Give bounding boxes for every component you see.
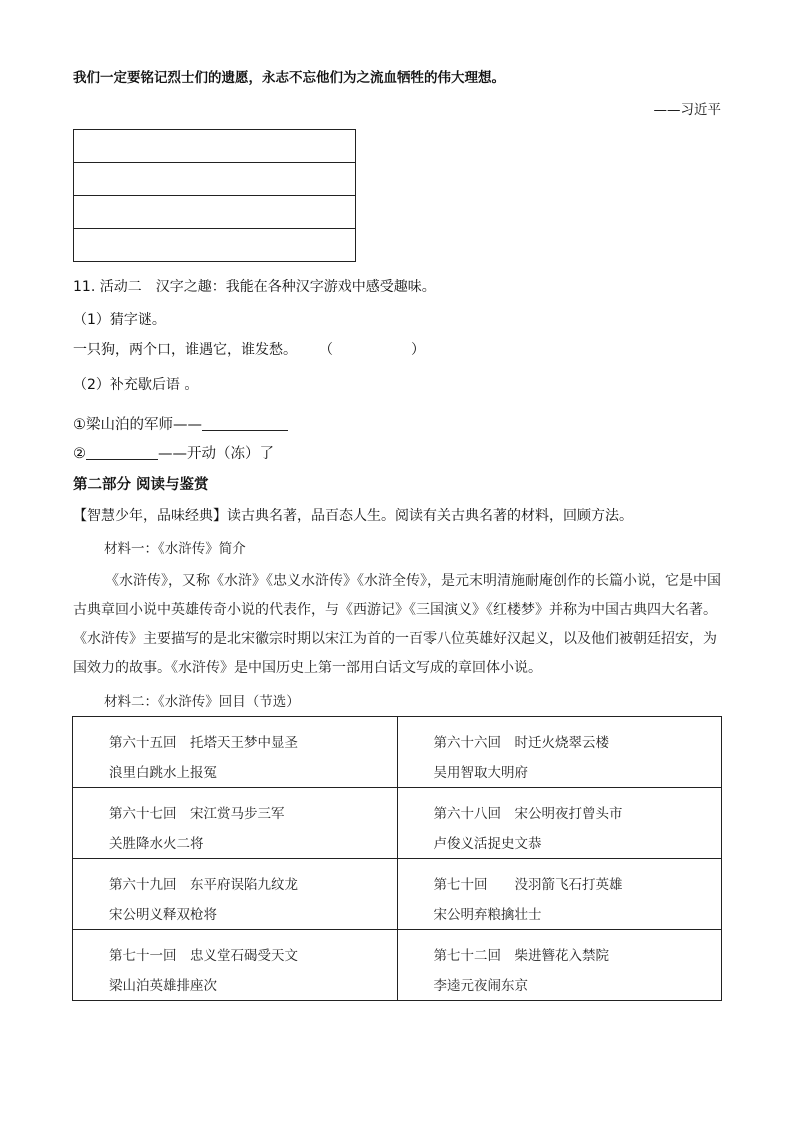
material1-line: 古典章回小说中英雄传奇小说的代表作，与《西游记》《三国演义》《红楼梦》并称为中国古典四大名著。 — [73, 602, 717, 618]
chapter-title: 第六十六回 时迁火烧翠云楼 — [433, 735, 609, 751]
question-11-sub2: （2）补充歇后语 。 — [73, 377, 199, 393]
quote-author: ——习近平 — [653, 102, 721, 118]
material1-line: 国效力的故事。《水浒传》是中国历史上第一部用白话文写成的章回体小说。 — [73, 660, 542, 676]
chapter-title: 第六十七回 宋江赏马步三军 — [109, 806, 285, 822]
xiehouyu-2-suffix: ——开动（冻）了 — [158, 446, 274, 462]
table-row — [73, 788, 722, 859]
chapter-subtitle: 吴用智取大明府 — [433, 765, 528, 781]
answer-line-2[interactable] — [74, 163, 356, 196]
xiehouyu-2-blank[interactable] — [86, 443, 158, 460]
answer-grid — [73, 129, 356, 262]
material2-title: 材料二：《水浒传》回目（节选） — [104, 694, 300, 710]
paren-close: ） — [411, 342, 425, 358]
chapter-title: 第六十八回 宋公明夜打曾头市 — [433, 806, 623, 822]
chapter-title: 第七十回 没羽箭飞石打英雄 — [433, 877, 623, 893]
xiehouyu-2 — [73, 442, 274, 463]
table-row — [73, 717, 722, 788]
chapter-title: 第七十二回 柴进簪花入禁院 — [433, 948, 609, 964]
material1-line: 《水浒传》，又称《水浒》《忠义水浒传》《水浒全传》，是元末明清施耐庵创作的长篇小说，它是中国 — [105, 573, 721, 589]
table-row — [73, 930, 722, 1001]
chapter-cell — [397, 930, 722, 1001]
xiehouyu-1-prefix: ①梁山泊的军师—— — [73, 417, 202, 433]
chapter-cell — [73, 859, 398, 930]
table-row — [73, 859, 722, 930]
material1-title: 材料一：《水浒传》简介 — [104, 541, 246, 557]
riddle-text: 一只狗，两个口，谁遇它，谁发愁。 — [73, 342, 297, 358]
answer-line-1[interactable] — [74, 130, 356, 163]
chapter-table — [72, 716, 722, 1001]
chapter-subtitle: 宋公明义释双枪将 — [109, 907, 217, 923]
chapter-subtitle: 李逵元夜闹东京 — [433, 978, 528, 994]
chapter-title: 第六十九回 东平府误陷九纹龙 — [109, 877, 298, 893]
chapter-subtitle: 关胜降水火二将 — [109, 836, 204, 852]
question-11-title: 11. 活动二 汉字之趣：我能在各种汉字游戏中感受趣味。 — [73, 279, 436, 295]
question-11-sub1: （1）猜字谜。 — [73, 312, 166, 328]
xiehouyu-2-prefix: ② — [73, 446, 86, 462]
chapter-title: 第六十五回 托塔天王梦中显圣 — [109, 735, 298, 751]
chapter-cell — [397, 859, 722, 930]
xiehouyu-1-blank[interactable] — [202, 414, 288, 431]
chapter-cell — [73, 788, 398, 859]
chapter-subtitle: 卢俊义活捉史文恭 — [433, 836, 542, 852]
material1-line: 《水浒传》主要描写的是北宋徽宗时期以宋江为首的一百零八位英雄好汉起义，以及他们被朝廷招安，为 — [73, 631, 717, 647]
chapter-cell — [73, 717, 398, 788]
part2-intro: 【智慧少年，品味经典】读古典名著，品百态人生。阅读有关古典名著的材料，回顾方法。 — [73, 508, 633, 524]
answer-line-4[interactable] — [74, 229, 356, 262]
xiehouyu-1 — [73, 413, 288, 434]
quote-text: 我们一定要铭记烈士们的遗愿，永志不忘他们为之流血牺牲的伟大理想。 — [73, 70, 505, 86]
chapter-cell — [397, 788, 722, 859]
chapter-title: 第七十一回 忠义堂石碣受天文 — [109, 948, 298, 964]
chapter-subtitle: 梁山泊英雄排座次 — [109, 978, 217, 994]
answer-line-3[interactable] — [74, 196, 356, 229]
riddle-line — [73, 339, 425, 359]
chapter-subtitle: 浪里白跳水上报冤 — [109, 765, 217, 781]
material1-paragraph — [73, 567, 723, 683]
chapter-cell — [397, 717, 722, 788]
part2-title: 第二部分 阅读与鉴赏 — [73, 477, 209, 493]
chapter-cell — [73, 930, 398, 1001]
paren-open: （ — [319, 342, 333, 358]
chapter-subtitle: 宋公明弃粮擒壮士 — [433, 907, 542, 923]
